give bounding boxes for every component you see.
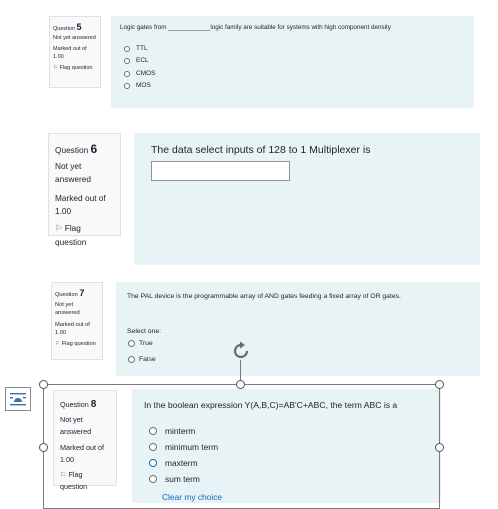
radio-button[interactable] [149, 443, 157, 451]
q7-option-false[interactable] [128, 356, 156, 363]
flag-question-link[interactable] [60, 469, 110, 492]
resize-handle-middle-right[interactable] [435, 443, 444, 452]
q8-option-maxterm[interactable] [149, 458, 198, 468]
option-label: True [139, 340, 153, 347]
resize-handle-top-left[interactable] [39, 380, 48, 389]
question-status: Not yet answered [60, 415, 92, 436]
question-marks: Marked out of 1.00 [55, 321, 90, 336]
question-5-heading [53, 21, 97, 34]
flag-icon: ⚐ [55, 341, 61, 348]
q7-option-true[interactable] [128, 340, 153, 347]
question-5-content [111, 16, 474, 108]
question-8-heading [60, 397, 110, 413]
resize-handle-top-center[interactable] [236, 380, 245, 389]
flag-icon: ⚐ [55, 223, 63, 234]
option-label: sum term [165, 474, 200, 484]
radio-button[interactable] [128, 356, 135, 363]
radio-button-selected[interactable] [149, 459, 157, 467]
q8-option-sum-term[interactable] [149, 474, 200, 484]
flag-label: Flag question [60, 470, 88, 491]
question-marks: Marked out of 1.00 [60, 443, 104, 464]
radio-button[interactable] [149, 475, 157, 483]
question-6-info [48, 133, 121, 247]
flag-question-link[interactable] [55, 222, 114, 249]
question-number: 6 [90, 142, 98, 156]
question-marks: Marked out of 1.00 [55, 192, 106, 216]
q8-option-minterm[interactable] [149, 426, 195, 436]
question-6-heading [55, 140, 114, 159]
question-label: Question [53, 26, 76, 32]
question-number: 7 [79, 288, 85, 298]
question-label: Question [55, 292, 78, 298]
flag-label: Flag question [55, 223, 87, 247]
answer-input[interactable] [151, 161, 290, 181]
question-status: Not yet answered [53, 35, 96, 42]
question-8-content [132, 389, 441, 503]
question-7-content [116, 282, 480, 376]
question-number: 8 [90, 399, 97, 410]
question-6-content [134, 133, 480, 265]
option-label: CMOS [136, 70, 156, 77]
radio-button[interactable] [124, 58, 130, 64]
wrap-text-icon[interactable] [5, 387, 31, 411]
question-7-text: The PAL device is the programmable array of AND gates feeding a fixed array of OR gates. [127, 293, 401, 300]
question-7-heading [55, 287, 99, 300]
resize-handle-top-right[interactable] [435, 380, 444, 389]
flag-icon: ⚐ [53, 64, 58, 71]
radio-button[interactable] [124, 71, 130, 77]
question-label: Question [60, 400, 89, 409]
radio-button[interactable] [124, 83, 130, 89]
option-label: maxterm [165, 458, 198, 468]
flag-question-link[interactable] [55, 340, 99, 348]
question-8-info [53, 390, 117, 491]
question-label: Question [55, 145, 89, 155]
flag-icon: ⚐ [60, 470, 67, 480]
q5-option-ecl[interactable] [124, 57, 149, 64]
question-5-info [49, 16, 101, 88]
question-status: Not yet answered [55, 161, 91, 185]
option-label: ECL [136, 57, 149, 64]
q8-option-minimum-term[interactable] [149, 442, 218, 452]
option-label: TTL [136, 45, 148, 52]
flag-label: Flag question [61, 341, 96, 348]
q5-option-mos[interactable] [124, 82, 151, 89]
radio-button[interactable] [149, 427, 157, 435]
resize-handle-middle-left[interactable] [39, 443, 48, 452]
q5-option-ttl[interactable] [124, 45, 148, 52]
rotate-handle-icon[interactable] [230, 340, 252, 362]
radio-button[interactable] [128, 340, 135, 347]
question-6-text: The data select inputs of 128 to 1 Multiplexer is [151, 144, 371, 156]
flag-question-link[interactable] [53, 65, 97, 73]
option-label: MOS [136, 82, 151, 89]
clear-choice-link[interactable]: Clear my choice [162, 492, 223, 502]
question-5-text: Logic gates from ____________logic family are suitable for systems with high component density [120, 24, 391, 31]
option-label: minimum term [165, 442, 219, 452]
question-8-text: In the boolean expression Y(A,B,C)=AB'C+ABC, the term ABC is a [144, 400, 398, 410]
radio-button[interactable] [124, 46, 130, 52]
select-one-prompt: Select one: [127, 328, 162, 335]
flag-label: Flag question [59, 64, 93, 71]
question-marks: Marked out of 1.00 [53, 46, 87, 60]
question-7-info [51, 282, 103, 360]
option-label: minterm [165, 426, 196, 436]
question-status: Not yet answered [55, 302, 80, 317]
q5-option-cmos[interactable] [124, 70, 156, 77]
option-label: False [139, 356, 156, 363]
question-number: 5 [76, 22, 82, 32]
